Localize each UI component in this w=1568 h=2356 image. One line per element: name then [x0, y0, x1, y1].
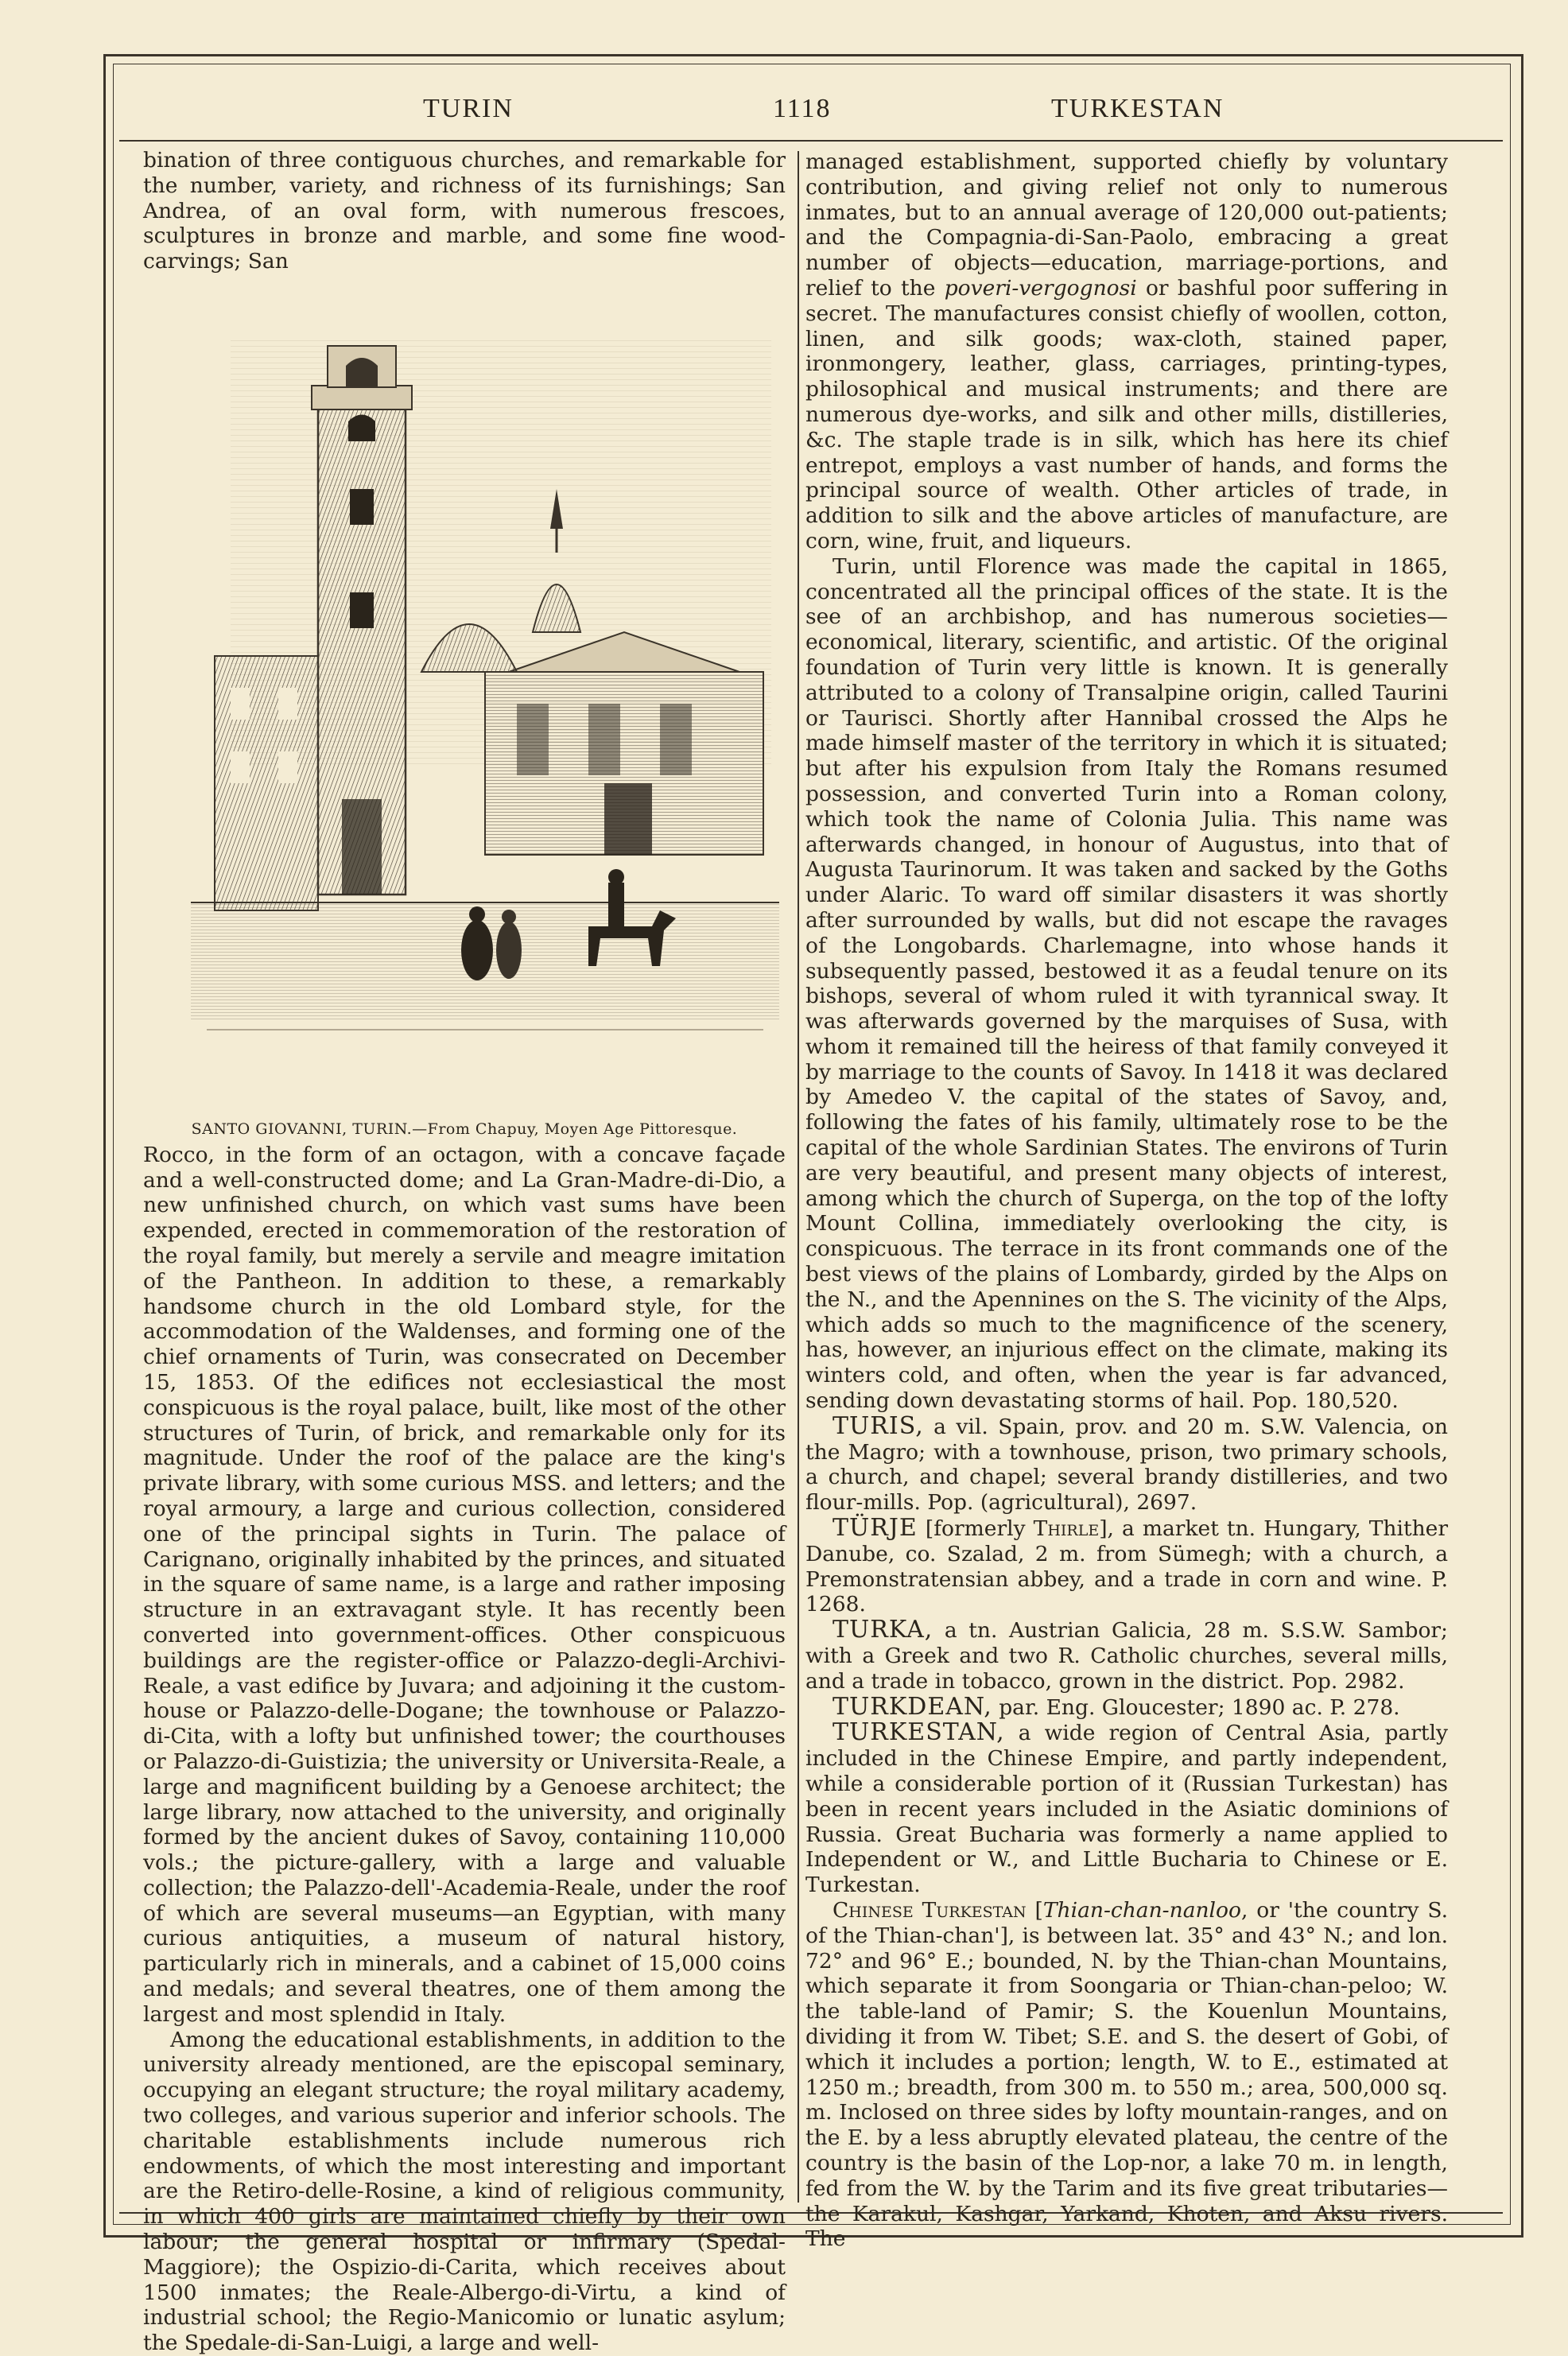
left-column [143, 148, 786, 2356]
entry-text: a vil. Spain, prov. and 20 m. S.W. Valencia, on the Magro; with a townhouse, prison, two primary schools, a church, and chapel; several brandy distilleries, and two flour-mills. Pop. (agricultural), 2697. [805, 1414, 1448, 1516]
right-column [805, 149, 1448, 2252]
paragraph: Turin, until Florence was made the capital in 1865, concentrated all the principal offices of the state. It is the see of an archbishop, and has numerous societies—economical, literary, scientific, and artistic. Of the original foundation of Turin very little is known. It is generally attributed to a colony of Transalpine origin, called Taurini or Taurisci. Shortly after Hannibal crossed the Alps he made himself master of the territory in which it is situated; but after his expulsion from Italy the Romans resumed possession, and converted Turin into a Roman colony, which took the name of Colonia Julia. This name was afterwards changed, in honour of Augustus, into that of Augusta Taurinorum. It was taken and sacked by the Goths under Alaric. To ward off similar disasters it was shortly after surrounded by walls, but did not escape the ravages of the Longobards. Charlemagne, into whose hands it subsequently passed, bestowed it as a feudal tenure on its bishops, several of whom ruled it with tyrannical sway. It was afterwards governed by the marquises of Susa, with whom it remained till the heiress of that family conveyed it by marriage to the counts of Savoy. In 1418 it was declared by Amedeo V. the capital of the states of Savoy, and, following the fates of his family, ultimately rose to be the capital of the whole Sardinian States. The environs of Turin are very beautiful, and present many objects of interest, among which the church of Superga, on the top of the lofty Mount Collina, immediately overlooking the city, is conspicuous. The terrace in its front commands one of the best views of the plains of Lombardy, girded by the Alps on the N., and the Apennines on the S. The vicinity of the Alps, which adds so much to the magnificence of the scenery, has, however, an injurious effect on the climate, making its winters cold, and often, when the year is far advanced, sending down devastating storms of hail. Pop. 180,520. [805, 553, 1448, 1414]
header-right-word: TURKESTAN [1051, 94, 1225, 123]
header-rule [119, 140, 1503, 142]
entry-chinese-turkestan [805, 1898, 1448, 2252]
italic-term: Thian-chan-nanloo [1042, 1897, 1241, 1923]
paragraph: Among the educational establishments, in addition to the university already mentioned, are the episcopal seminary, occupying an elegant structure; the royal military academy, two colleges, and various superior and inferior schools. The charitable establishments include numerous rich endowments, of which the most interesting and important are the Retiro-delle-Rosine, a kind of religious community, in which 400 girls are maintained chiefly by their own labour; the general hospital or infirmary (Spedal-Maggiore); the Ospizio-di-Carita, which receives about 1500 inmates; the Reale-Albergo-di-Virtu, a kind of industrial school; the Regio-Manicomio or lunatic asylum; the Spedale-di-San-Luigi, a large and well- [143, 2027, 786, 2356]
column-divider [798, 151, 799, 2203]
page-number: 1118 [773, 94, 832, 123]
illustration-caption: SANTO GIOVANNI, TURIN.—From Chapuy, Moyen Age Pittoresque. [191, 1120, 738, 1138]
entry-turis [805, 1411, 1448, 1516]
text-run: or bashful poor suffering in secret. The manufactures consist chiefly of woollen, cotton, linen, and silk goods; wax-cloth, stained paper, ironmongery, leather, glass, carriages, printing-types, philosophical and musical instruments; and there are numerous dye-works, and silk and other mills, distilleries, &c. The staple trade is in silk, which has here its chief entrepot, employs a vast number of hands, and forms the principal source of wealth. Other articles of trade, in addition to silk and the above articles of manufacture, are corn, wine, fruit, and liqueurs. [805, 275, 1448, 553]
entry-headword: TURIS, [833, 1411, 924, 1440]
entry-headword: TURKA, [833, 1616, 933, 1644]
paragraph [805, 149, 1448, 554]
entry-text-smallcaps: Thirle [1033, 1516, 1100, 1542]
header-left-word: TURIN [423, 94, 514, 123]
text-run: managed establishment, supported chiefly by voluntary contribution, and giving relief not only to numerous inmates, but to an annual average of 120,000 out-patients; and the Compagnia-di-San-Paolo, embracing a great number of objects—education, marriage-portions, and relief to the [805, 149, 1448, 301]
running-header [119, 94, 1503, 142]
entry-turka [805, 1617, 1448, 1694]
entry-text: par. Eng. Gloucester; 1890 ac. P. 278. [992, 1694, 1400, 1720]
italic-term: poveri-vergognosi [944, 275, 1137, 301]
entry-headword: TÜRJE [833, 1514, 918, 1543]
entry-turkestan [805, 1720, 1448, 1898]
entry-text: [formerly [917, 1516, 1034, 1542]
entry-text: a wide region of Central Asia, partly included in the Chinese Empire, and partly independent, while a considerable portion of it (Russian Turkestan) has been in recent years included in the Asiatic dominions of Russia. Great Bucharia was formerly a name applied to Independent or W., and Little Bucharia to Chinese or E. Turkestan. [805, 1721, 1448, 1898]
paragraph: Rocco, in the form of an octagon, with a concave façade and a well-constructed dome; and La Gran-Madre-di-Dio, a new unfinished church, on which vast sums have been expended, erected in commemoration of the restoration of the royal family, but merely a servile and meagre imitation of the Pantheon. In addition to these, a remarkably handsome church in the old Lombard style, for the accommodation of the Waldenses, and forming one of the chief ornaments of Turin, was consecrated on December 15, 1853. Of the edifices not ecclesiastical the most conspicuous is the royal palace, built, like most of the other structures of Turin, of brick, and remarkable only for its magnitude. Under the roof of the palace are the king's private library, with some curious MSS. and letters; and the royal armoury, a large and curious collection, considered one of the principal sights in Turin. The palace of Carignano, originally inhabited by the princes, and situated in the square of same name, is a large and rather imposing structure in an extravagant style. It has recently been converted into government-offices. Other conspicuous buildings are the register-office or Palazzo-degli-Archivi-Reale, a vast edifice by Juvara; and adjoining it the custom-house or Palazzo-delle-Dogane; the townhouse or Palazzo-di-Cita, with a lofty but unfinished tower; the courthouses or Palazzo-di-Guistizia; the university or Universita-Reale, a large and magnificent building by a Genoese architect; the large library, now attached to the university, and originally formed by the ancient dukes of Savoy, containing 110,000 vols.; the picture-gallery, with a large and valuable collection; the Palazzo-dell'-Academia-Reale, under the roof of which are several museums—an Egyptian, with many curious antiquities, a museum of natural history, particularly rich in minerals, and a cabinet of 15,000 coins and medals; and several theatres, one of them among the largest and most splendid in Italy. [143, 1142, 786, 2027]
entry-text: ], a market tn. Hungary, Thither Danube, co. Szalad, 2 m. from Sümegh; with a church, a Premonstratensian abbey, and a trade in corn and wine. P. 1268. [805, 1516, 1449, 1617]
subentry-heading: Chinese Turkestan [833, 1897, 1027, 1923]
engraving-illustration [143, 290, 786, 1117]
entry-turkdean [805, 1694, 1448, 1721]
paragraph: bination of three contiguous churches, and remarkable for the number, variety, and richness of its furnishings; San Andrea, of an oval form, with numerous frescoes, sculptures in bronze and marble, and some fine wood-carvings; San [143, 148, 786, 274]
entry-headword: TURKDEAN, [833, 1692, 992, 1721]
entry-text: a tn. Austrian Galicia, 28 m. S.S.W. Sambor; with a Greek and two R. Catholic churches, several mills, and a trade in tobacco, grown in the district. Pop. 2982. [805, 1618, 1448, 1694]
entry-text: [ [1026, 1897, 1043, 1923]
entry-headword: TURKESTAN, [833, 1718, 1005, 1747]
cathedral-engraving [143, 290, 786, 1085]
entry-turje [805, 1516, 1448, 1617]
entry-text: , or 'the country S. of the Thian-chan'], is between lat. 35° and 43° N.; and lon. 72° and 96° E.; bounded, N. by the Thian-chan Mountains, which separate it from Soongaria or Thian-chan-peloo; W. the table-land of Pamir; S. the Kouenlun Mountains, dividing it from W. Tibet; S.E. and S. the desert of Gobi, of which it includes a portion; length, W. to E., estimated at 1250 m.; breadth, from 300 m. to 550 m.; area, 500,000 sq. m. Inclosed on three sides by lofty mountain-ranges, and on the E. by a less abruptly elevated plateau, the centre of the country is the basin of the Lop-nor, a lake 70 m. in length, fed from the W. by the Tarim and its five great tributaries—the Karakul, Kashgar, Yarkand, Khoten, and Aksu rivers. The [805, 1897, 1448, 2252]
